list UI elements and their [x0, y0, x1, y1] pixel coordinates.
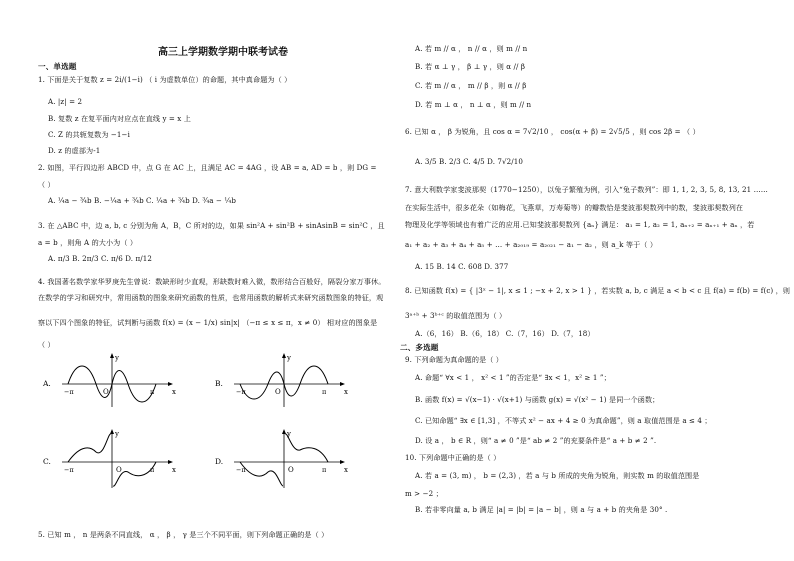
text-line: a = b ，则角 A 的大小为（ ）: [38, 238, 138, 247]
text-line: C. Z 的共轭复数为 −1−i: [48, 130, 130, 139]
text-line: 1. 下面是关于复数 z = 2i/(1−i) （ i 为虚数单位）的命题，其中真命题为（ ）: [38, 75, 292, 84]
svg-text:O: O: [275, 388, 281, 396]
text-line: B. 复数 z 在复平面内对应点在直线 y = x 上: [48, 114, 191, 123]
svg-text:π: π: [322, 388, 327, 396]
page-title: 高三上学期数学期中联考试卷: [158, 47, 288, 58]
text-line: B. 若 α ⊥ γ ， β ⊥ γ ，则 α // β: [415, 62, 526, 71]
text-line: 在数学的学习和研究中，常用函数的图象来研究函数的性质，也常用函数的解析式来研究函数图象的特征，观: [38, 293, 384, 302]
text-line: 2. 如图，平行四边形 ABCD 中，点 G 在 AC 上，且满足 AC = 4AG ，设 AB = a, AD = b ，则 DG =: [38, 163, 377, 172]
text-line: A. 若 a = (3, m) ， b = (2,3) ，若 a 与 b 所成的夹角为锐角，则实数 m 的取值范围是: [415, 471, 700, 480]
text-line: 4. 我国著名数学家华罗庚先生曾说：数缺形时少直观，形缺数时难入微，数形结合百般好，隔裂分家万事休。: [38, 277, 386, 286]
svg-text:O: O: [288, 466, 294, 474]
text-line: C. 已知命题“ ∃x ∈ [1,3] ，不等式 x² − ax + 4 ≥ 0 为真命题”，则 a 取值范围是 a ≤ 4 ；: [415, 416, 712, 425]
text-line: A. 3/5 B. 2/3 C. 4/5 D. 7√2/10: [415, 157, 523, 166]
svg-text:π: π: [322, 466, 327, 474]
text-line: A. π/3 B. 2π/3 C. π/6 D. π/12: [48, 254, 152, 263]
text-line: 3. 在 △ABC 中，边 a, b, c 分别为角 A，B，C 所对的边，如果 sin²A + sin²B + sinAsinB = sin²C ，且: [38, 221, 385, 230]
text-line: A. 命题“ ∀x < 1 ， x² < 1 ”的否定是“ ∃x < 1，x² ≥ 1 ”；: [415, 373, 611, 382]
text-line: D. 若 m ⊥ α ， n ⊥ α ，则 m // n: [415, 100, 532, 109]
text-line: 9. 下列命题为真命题的是（ ）: [405, 355, 504, 364]
graph-option-C: [38, 428, 178, 488]
text-line: A. ¼a − ¾b B. −¼a + ¾b C. ¼a + ¾b D. ¾a − ¼b: [48, 196, 236, 205]
text-line: 3ᵃ⁺ᵇ + 3ᵇ⁺ᶜ 的取值范围为（ ）: [405, 311, 507, 320]
svg-text:−π: −π: [236, 388, 246, 396]
text-line: A. 若 m // α ， n // α ，则 m // n: [415, 44, 528, 53]
text-line: B. 若非零向量 a, b 满足 |a| = |b| = |a − b| ，则 a 与 a + b 的夹角是 30° .: [415, 505, 668, 514]
text-line: 在实际生活中，很多花朵（如梅花，飞燕草，万寿菊等）的瓣数恰是斐波那契数列中的数，斐波那契数列在: [405, 203, 744, 212]
text-line: 6. 已知 α ， β 为锐角，且 cos α = 7√2/10 ， cos(α + β) = 2√5/5 ，则 cos 2β = （ ）: [405, 127, 700, 136]
text-line: 物理及化学等领域也有着广泛的应用.已知斐波那契数列 {aₙ} 满足： a₁ = 1, a₂ = 1, aₙ₊₂ = aₙ₊₁ + aₙ ，若: [405, 220, 755, 229]
text-line: A.（6，16） B.（6，18） C.（7，16） D.（7，18）: [415, 329, 595, 338]
text-line: 7. 意大利数学家斐波那契（1770−1250），以兔子繁殖为例，引入“兔子数列”：即 1, 1, 2, 3, 5, 8, 13, 21 ……: [405, 185, 768, 194]
svg-text:π: π: [150, 466, 155, 474]
graph-B-label: B.: [215, 379, 223, 388]
svg-text:x: x: [172, 388, 176, 396]
section-heading: 一、单选题: [38, 62, 77, 71]
svg-text:−π: −π: [64, 466, 74, 474]
svg-text:−π: −π: [236, 466, 246, 474]
text-line: D. z 的虚部为-1: [48, 146, 101, 155]
graph-option-A: [38, 352, 178, 407]
graph-D-label: D.: [215, 457, 224, 466]
text-line: （ ）: [38, 340, 55, 349]
svg-text:y: y: [115, 354, 119, 362]
graph-C-label: C.: [43, 457, 51, 466]
text-line: m > −2 ；: [405, 489, 443, 498]
text-line: B. 函数 f(x) = √(x−1) · √(x+1) 与函数 g(x) = √(x² − 1) 是同一个函数；: [415, 395, 660, 404]
text-line: C. 若 m // α ， m // β ，则 α // β: [415, 81, 527, 90]
section-heading: 二、多选题: [400, 343, 439, 352]
svg-text:y: y: [287, 354, 291, 362]
svg-text:x: x: [344, 388, 348, 396]
graph-A-label: A.: [43, 379, 51, 388]
svg-text:x: x: [344, 466, 348, 474]
graph-option-B: [210, 352, 350, 407]
text-line: A. 15 B. 14 C. 608 D. 377: [415, 262, 509, 271]
graph-option-D: [210, 428, 350, 488]
text-line: A. |z| = 2: [48, 97, 83, 106]
svg-text:x: x: [172, 466, 176, 474]
svg-text:y: y: [115, 430, 119, 438]
text-line: 5. 已知 m ， n 是两条不同直线， α ， β ， γ 是三个不同平面，则下列命题正确的是（ ）: [38, 530, 329, 539]
svg-text:O: O: [103, 388, 109, 396]
svg-text:π: π: [150, 388, 155, 396]
text-line: 10. 下列命题中正确的是（ ）: [405, 453, 501, 462]
text-line: D. 设 a ， b ∈ R ，则“ a ≠ 0 ”是“ ab ≠ 2 ”的充要条件是“ a + b ≠ 2 ”.: [415, 436, 657, 445]
svg-text:y: y: [287, 430, 291, 438]
text-line: a₁ + a₂ + a₃ + a₄ + a₅ + … + a₂₀₁₉ = a₂₀₂₁ − a₁ − a₂ ，则 a_k 等于（ ）: [405, 240, 658, 249]
text-line: （ ）: [38, 180, 55, 189]
svg-text:−π: −π: [64, 388, 74, 396]
svg-text:O: O: [116, 466, 122, 474]
text-line: 察以下四个图象的特征，试判断与函数 f(x) = (x − 1/x) sin|x| （−π ≤ x ≤ π，x ≠ 0） 相对应的图象是: [38, 318, 378, 327]
text-line: 8. 已知函数 f(x) = { |3ˣ − 1|, x ≤ 1 ; −x + 2, x > 1 } ，若实数 a, b, c 满足 a < b < c 且 f(a) = f(b) = f(c) ，则: [405, 286, 791, 295]
